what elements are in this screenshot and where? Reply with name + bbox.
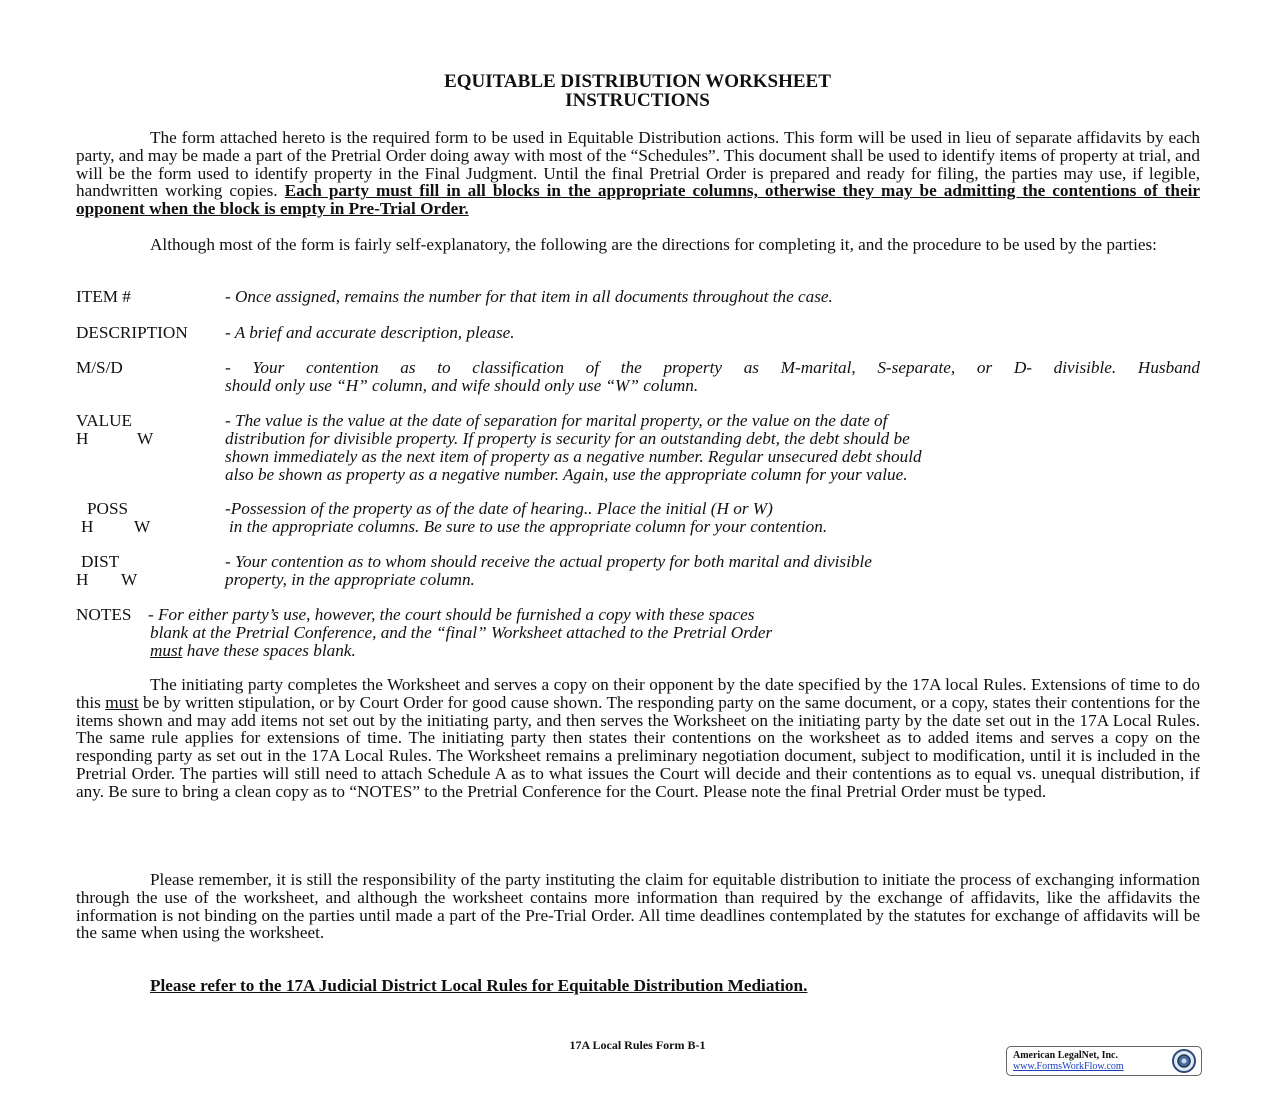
term-msd: M/S/D: [76, 358, 123, 377]
term-description: DESCRIPTION: [76, 323, 188, 342]
procedure-paragraph: [76, 676, 1200, 801]
desc-value-line1: - The value is the value at the date of separation for marital property, or the value on the date of: [225, 411, 888, 430]
directions-text: Although most of the form is fairly self-explanatory, the following are the directions for completing it, and the procedure to be used by the parties:: [150, 235, 1157, 254]
document-title: EQUITABLE DISTRIBUTION WORKSHEET: [444, 71, 831, 92]
desc-msd-line1: - Your contention as to classification of the property as M-marital, S-separate, or D- divisible. Husband: [225, 358, 1200, 377]
publisher-badge: [1006, 1046, 1202, 1076]
value-h-label: H: [76, 429, 89, 448]
desc-poss-line1: -Possession of the property as of the date of hearing.. Place the initial (H or W): [225, 499, 773, 518]
term-poss: POSS: [87, 499, 129, 518]
procedure-text-b: be by written stipulation, or by Court Order for good cause shown. The responding party on the same document, or a copy, states their contentions for the items shown and may add items not set out by the initiating party, and then serves the Worksheet on the initiating party by the date set out in the 17A Local Rules. The same rule applies for extensions of time. The initiating party then states their contentions on the worksheet as to added items and serves a copy on the responding party as set out in the 17A Local Rules. The Worksheet remains a preliminary negotiation document, subject to modification, until it is included in the Pretrial Order. The parties will still need to attach Schedule A as to what issues the Court will decide and their contentions as to equal vs. unequal distribution, if any. Be sure to bring a clean copy as to “NOTES” to the Pretrial Conference for the Court. Please note the final Pretrial Order must be typed.: [76, 692, 1200, 801]
poss-h-label: H: [81, 517, 94, 536]
desc-value-line4: also be shown as property as a negative number. Again, use the appropriate column for your value.: [225, 465, 908, 484]
term-item: ITEM #: [76, 287, 131, 306]
desc-description: - A brief and accurate description, please.: [225, 323, 515, 342]
notes-line3-rest: have these spaces blank.: [182, 641, 356, 660]
desc-value-line2: distribution for divisible property. If property is security for an outstanding debt, the debt should be: [225, 429, 910, 448]
desc-item: - Once assigned, remains the number for that item in all documents throughout the case.: [225, 287, 833, 306]
intro-text: The form attached hereto is the required form to be used in Equitable Distribution actions. This form will be used in lieu of separate affidavits by each party, and may be made a part of the Pretrial Order doing away with most of the “Schedules”. This document shall be used to identify items of property at trial, and will be the form used to identify property in the Final Judgment. Until the final Pretrial Order is prepared and ready for filing, the parties may use, if legible, handwritten working copies.: [76, 128, 1200, 201]
local-rules-reference: Please refer to the 17A Judicial District Local Rules for Equitable Distribution Mediation.: [150, 976, 808, 995]
desc-notes-line1: - For either party’s use, however, the court should be furnished a copy with these spaces: [148, 605, 755, 624]
intro-emphasis: Each party must fill in all blocks in the appropriate columns, otherwise they may be admitting the contentions of their opponent when the block is empty in Pre-Trial Order.: [76, 181, 1200, 219]
value-w-label: W: [137, 429, 154, 448]
intro-paragraph: [76, 129, 1200, 218]
procedure-must: must: [105, 692, 139, 712]
publisher-name: American LegalNet, Inc.: [1013, 1050, 1118, 1061]
dist-h-label: H: [76, 570, 89, 589]
desc-poss-line2: in the appropriate columns. Be sure to use the appropriate column for your contention.: [229, 517, 828, 536]
desc-notes-line3: [150, 642, 356, 660]
poss-w-label: W: [134, 517, 151, 536]
term-value: VALUE: [76, 411, 133, 430]
desc-value-line3: shown immediately as the next item of property as a negative number. Regular unsecured debt should: [225, 447, 922, 466]
document-subtitle: INSTRUCTIONS: [565, 90, 710, 111]
reminder-text: Please remember, it is still the responsibility of the party instituting the claim for equitable distribution to initiate the process of exchanging information through the use of the worksheet, and although the worksheet contains more information than required by the exchange of affidavits, like the affidavits the information is not binding on the parties until made a part of the Pre-Trial Order. All time deadlines contemplated by the statutes for exchange of affidavits will be the same when using the worksheet.: [76, 870, 1200, 943]
directions-paragraph: [76, 236, 1200, 254]
term-dist: DIST: [81, 552, 120, 571]
reminder-paragraph: [76, 871, 1200, 942]
globe-logo-icon: [1171, 1048, 1197, 1074]
desc-notes-line2: blank at the Pretrial Conference, and the “final” Worksheet attached to the Pretrial Order: [150, 623, 773, 642]
term-notes: NOTES: [76, 605, 132, 624]
desc-dist-line1: - Your contention as to whom should receive the actual property for both marital and divisible: [225, 552, 872, 571]
form-id: 17A Local Rules Form B-1: [569, 1038, 706, 1052]
notes-must: must: [150, 641, 183, 660]
publisher-link[interactable]: www.FormsWorkFlow.com: [1013, 1061, 1124, 1072]
procedure-text-a: The initiating party completes the Worksheet and serves a copy on their opponent by the date specified by the 17A local Rules. Extensions of time to do this: [76, 675, 1200, 712]
desc-msd-line2: should only use “H” column, and wife should only use “W” column.: [225, 376, 699, 395]
dist-w-label: W: [121, 570, 138, 589]
desc-dist-line2: property, in the appropriate column.: [225, 570, 475, 589]
